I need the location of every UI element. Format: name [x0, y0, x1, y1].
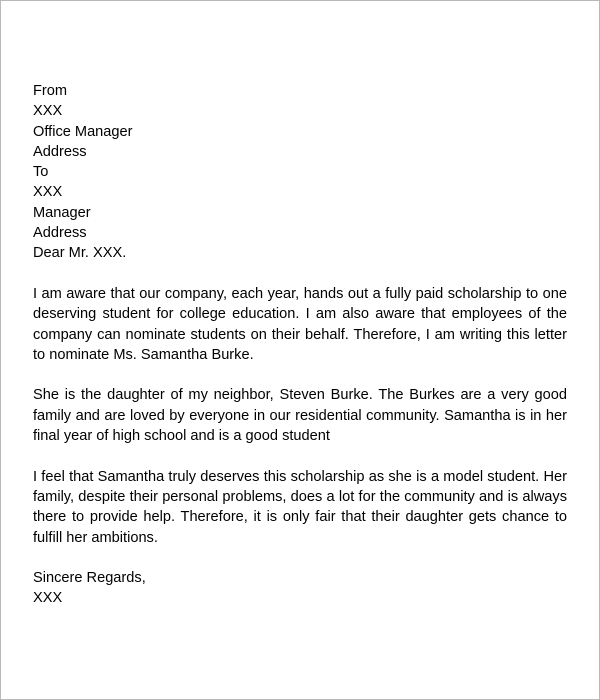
recipient-name: XXX: [33, 184, 63, 201]
recipient-address: Address: [33, 225, 87, 242]
to-label: To: [33, 164, 49, 181]
sender-title: Office Manager: [33, 123, 133, 140]
paragraph-1: I am aware that our company, each year, hands out a fully paid scholarship to one deserving student for college education. I am also aware that employees of the company can nominate students on their behalf. Therefore, I am writing this letter to nominate Ms. Samantha Burke.: [33, 285, 567, 363]
sender-address: Address: [33, 143, 87, 160]
from-label: From: [33, 83, 68, 99]
spacer: [33, 264, 567, 284]
sender-name: XXX: [33, 103, 63, 120]
spacer: [33, 446, 567, 466]
salutation: Dear Mr. XXX.: [33, 245, 127, 262]
letter-header: [33, 81, 567, 264]
spacer: [33, 548, 567, 568]
paragraph-2: She is the daughter of my neighbor, Steven Burke. The Burkes are a very good family and are loved by everyone in our residential community. Samantha is in her final year of high school and is a good student: [33, 387, 567, 445]
paragraph-3: I feel that Samantha truly deserves this scholarship as she is a model student. Her family, despite their personal problems, does a lot for the community and is always there to provide help. Therefore, it is only fair that their daughter gets chance to fulfill her ambitions.: [33, 468, 567, 546]
closing: Sincere Regards,: [33, 570, 146, 587]
signature: XXX: [33, 590, 63, 607]
recipient-title: Manager: [33, 204, 91, 221]
letter-body: [33, 81, 567, 609]
spacer: [33, 365, 567, 385]
